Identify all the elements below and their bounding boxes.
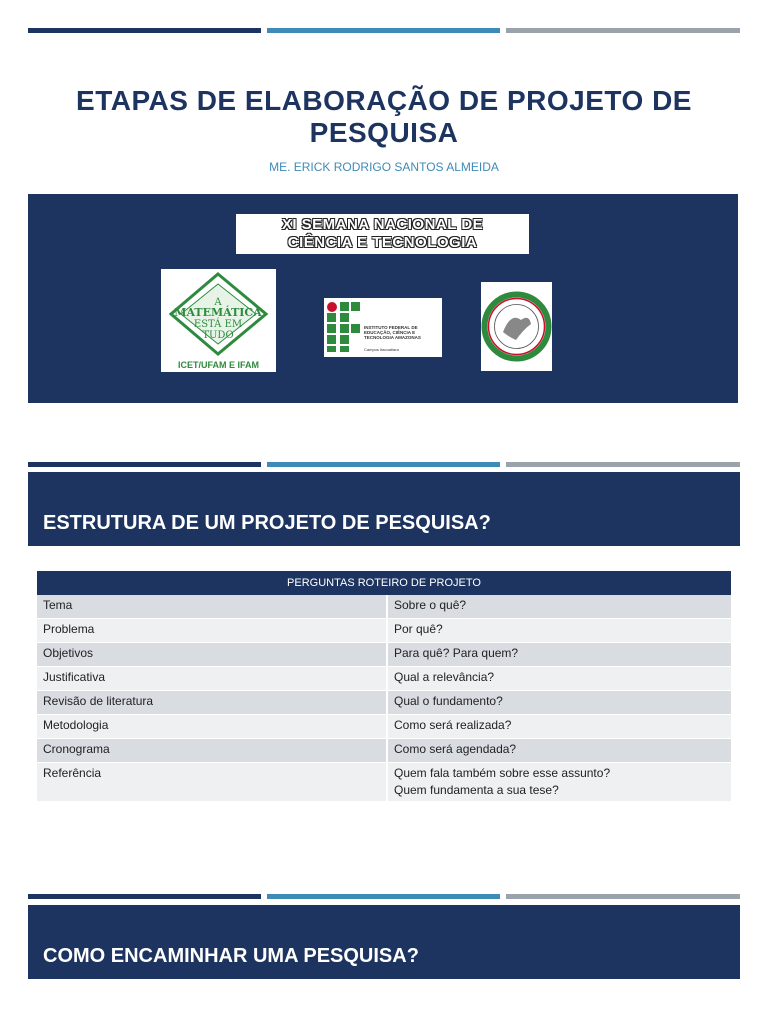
ifam-campus: Campus Itacoatiara xyxy=(364,347,399,352)
section-heading: ESTRUTURA DE UM PROJETO DE PESQUISA? xyxy=(43,512,491,534)
table-row: Metodologia Como será realizada? xyxy=(37,715,731,739)
section-heading: COMO ENCAMINHAR UMA PESQUISA? xyxy=(43,945,419,967)
table-row: Referência Quem fala também sobre esse assunto? Quem fundamenta a sua tese? xyxy=(37,763,731,802)
event-title: XI SEMANA NACIONAL DE CIÊNCIA E TECNOLOGIA xyxy=(236,214,529,254)
table-row: Problema Por quê? xyxy=(37,619,731,643)
decorative-stripes xyxy=(28,28,740,33)
slide-title: ETAPAS DE ELABORAÇÃO DE PROJETO DE PESQUISA xyxy=(76,85,692,148)
svg-text:TUDO: TUDO xyxy=(202,330,234,341)
decorative-stripes xyxy=(28,462,740,467)
project-questions-table xyxy=(37,571,731,802)
svg-text:ESTÁ EM: ESTÁ EM xyxy=(193,319,243,330)
logo-caption: ICET/UFAM E IFAM xyxy=(178,360,259,370)
decorative-stripes xyxy=(28,894,740,899)
table-row: Tema Sobre o quê? xyxy=(37,595,731,619)
svg-text:MATEMÁTICA: MATEMÁTICA xyxy=(174,306,262,319)
matematica-logo xyxy=(161,269,276,372)
table-row: Objetivos Para quê? Para quem? xyxy=(37,643,731,667)
svg-text:A: A xyxy=(214,297,222,308)
section-header xyxy=(28,472,740,546)
ifam-text: INSTITUTO FEDERAL DE EDUCAÇÃO, CIÊNCIA E TECNOLOGIA AMAZONAS xyxy=(364,325,421,340)
ifam-logo xyxy=(324,298,442,357)
section-header xyxy=(28,905,740,979)
author-name: ME. ERICK RODRIGO SANTOS ALMEIDA xyxy=(269,160,499,174)
table-row: Justificativa Qual a relevância? xyxy=(37,667,731,691)
event-panel xyxy=(28,194,738,403)
table-header: PERGUNTAS ROTEIRO DE PROJETO xyxy=(37,571,731,595)
ufam-seal-logo xyxy=(481,282,552,371)
table-row: Cronograma Como será agendada? xyxy=(37,739,731,763)
table-row: Revisão de literatura Qual o fundamento? xyxy=(37,691,731,715)
